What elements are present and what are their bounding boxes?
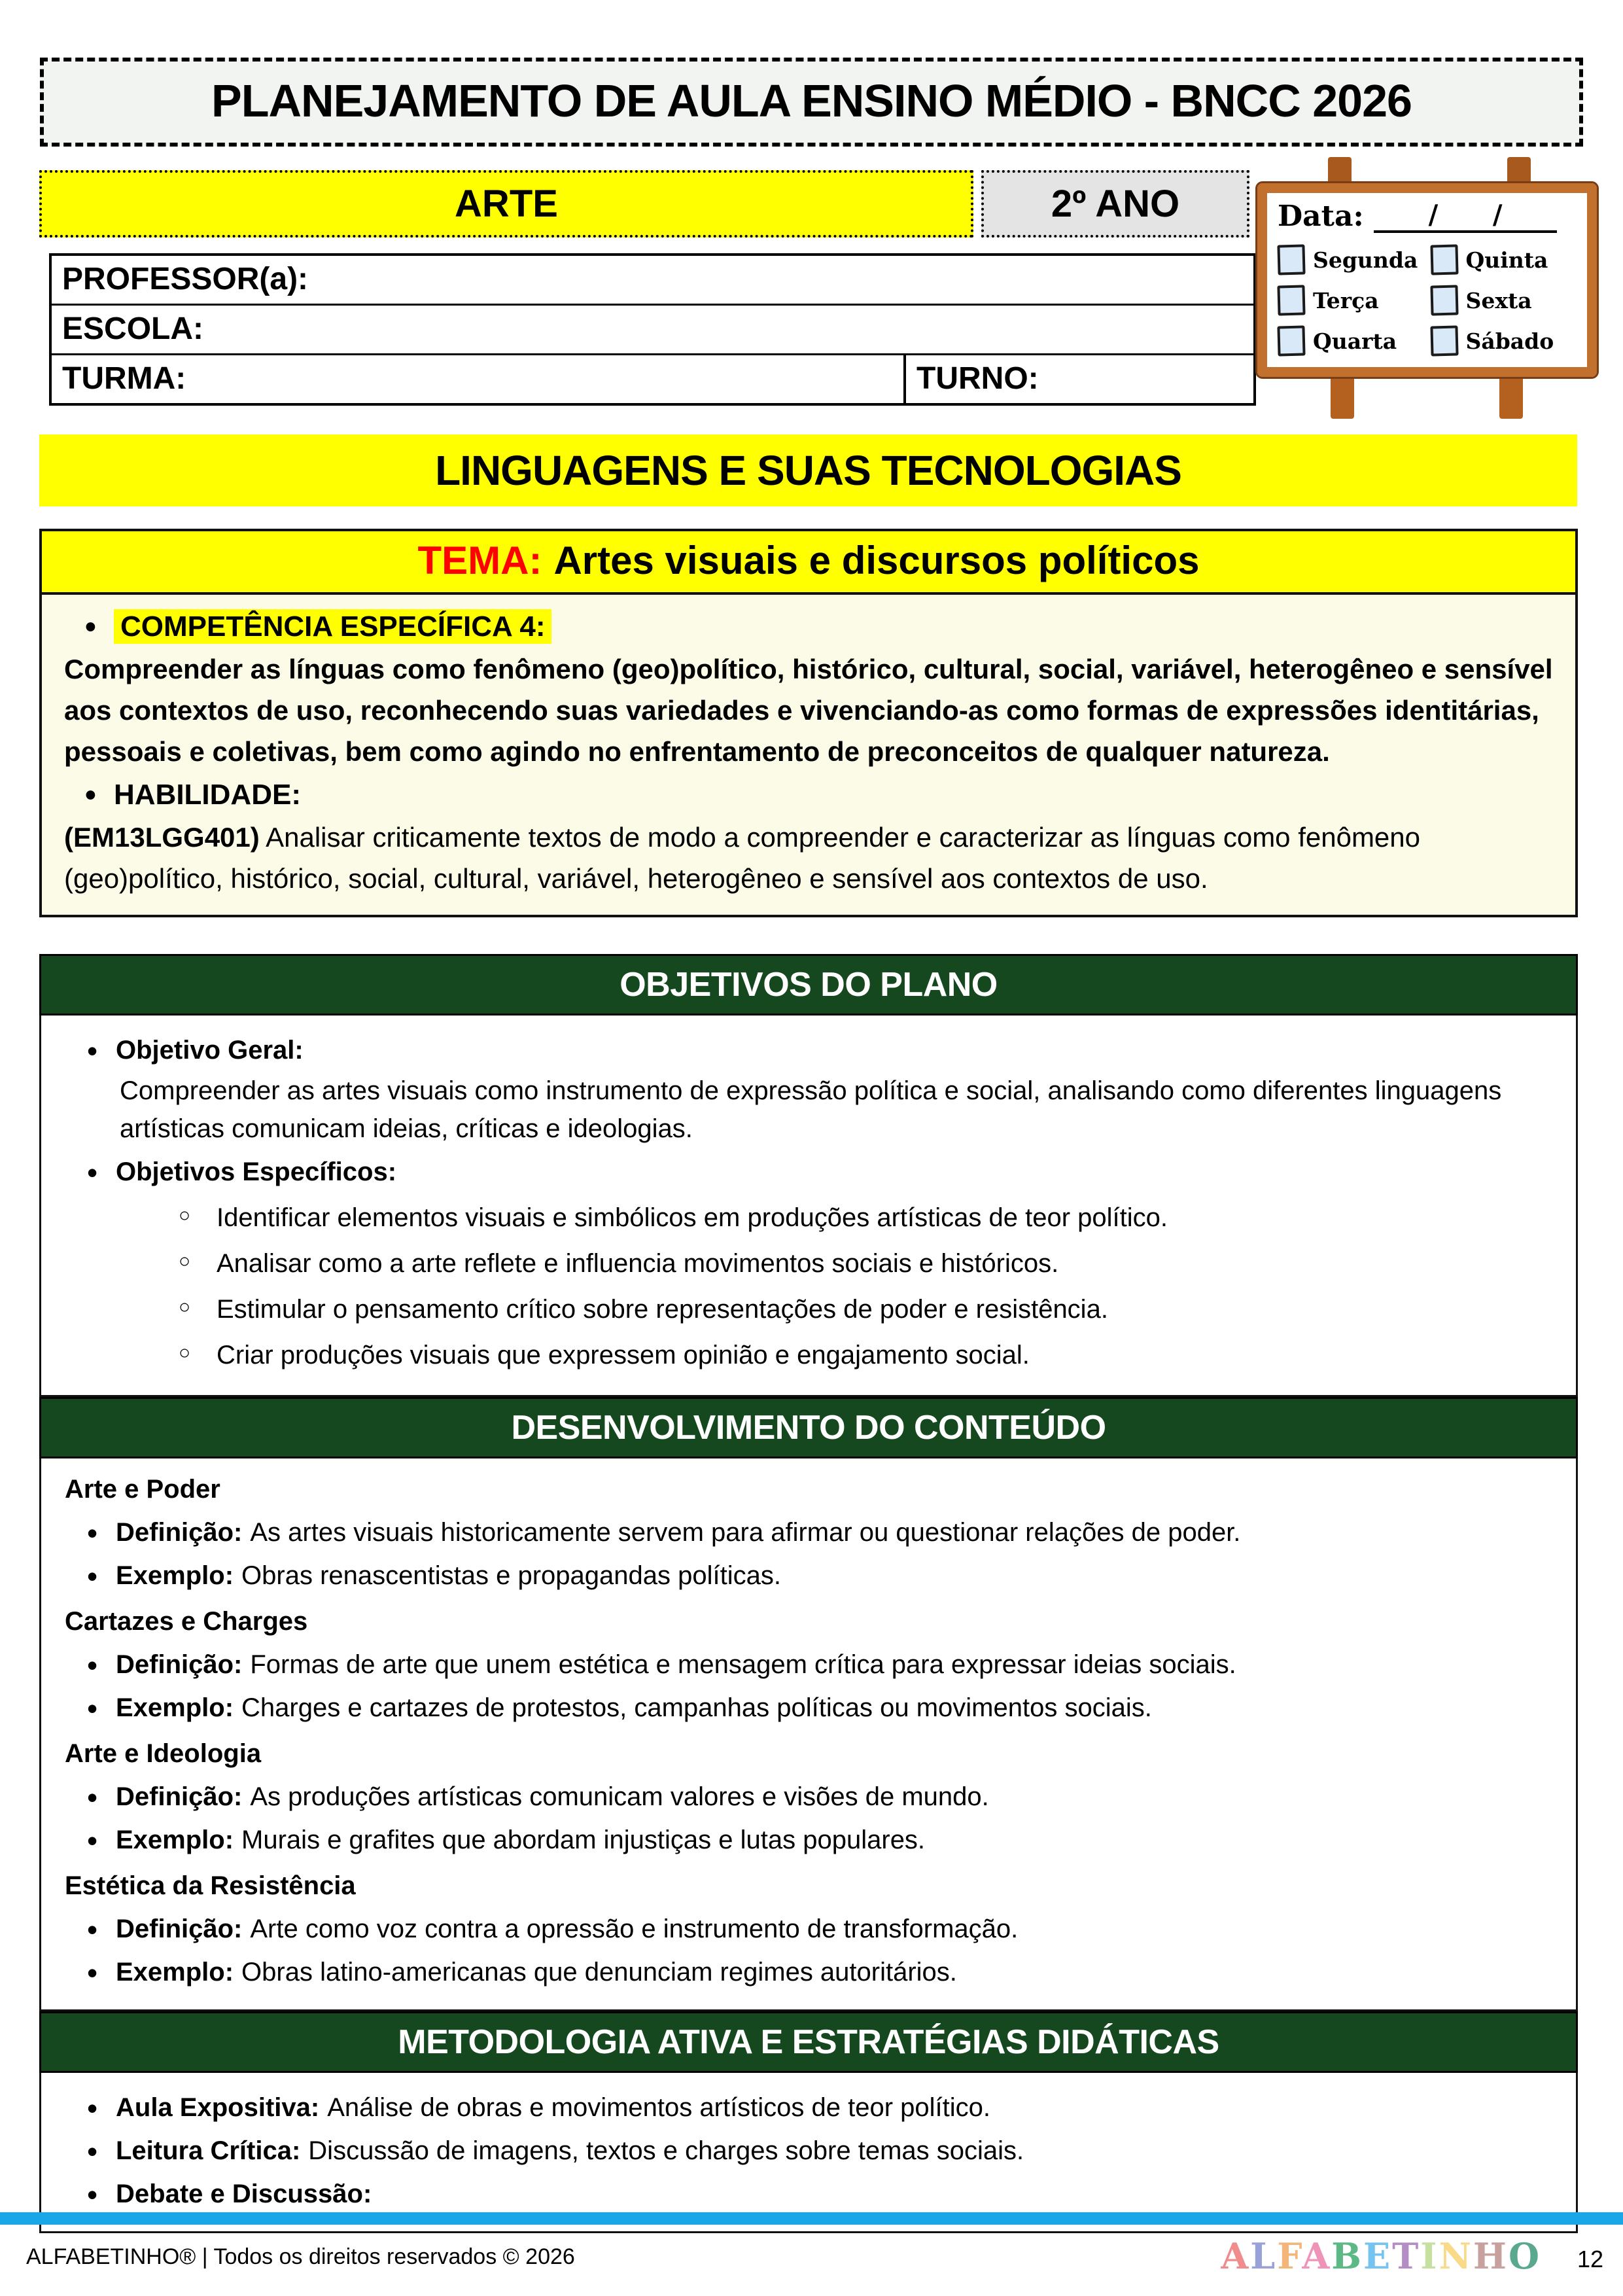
date-easel-board (1257, 157, 1601, 422)
objetivos-especificos: • Objetivos Específicos: (116, 1153, 1552, 1191)
weekday-item: Segunda (1278, 245, 1425, 275)
group-list (65, 1646, 1552, 1727)
date-field[interactable] (1278, 200, 1578, 233)
weekday-item: Quinta (1431, 245, 1579, 275)
professor-field[interactable]: PROFESSOR(a): (62, 262, 309, 296)
weekday-item: Sexta (1431, 285, 1579, 315)
group-list (65, 1910, 1552, 1991)
list-item: • Debate e Discussão: (116, 2175, 1552, 2213)
date-label: Data: (1278, 200, 1364, 233)
page-number: 12 (1577, 2246, 1603, 2272)
list-item: ○ Criar produções visuais que expressem opinião e engajamento social. (217, 1336, 1552, 1374)
checkbox-segunda[interactable] (1277, 244, 1305, 275)
habilidade-text: (EM13LGG401) Analisar criticamente textos de modo a compreender e caracterizar as línguas como fenômeno (geo)político, histórico, social, cultural, variável, heterogêneo e sensível aos contextos de uso. (64, 822, 1421, 894)
list-item: • Exemplo: Obras latino-americanas que denunciam regimes autoritários. (116, 1953, 1552, 1991)
knowledge-area-banner: LINGUAGENS E SUAS TECNOLOGIAS (39, 434, 1577, 506)
group-title: Cartazes e Charges (65, 1607, 308, 1636)
metodologia-list (65, 2089, 1552, 2213)
weekday-item: Quarta (1278, 326, 1425, 356)
tema-label: TEMA: (417, 539, 542, 582)
objetivos-content (39, 1016, 1578, 1397)
objetivo-geral-text: Compreender as artes visuais como instrumento de expressão política e social, analisando como diferentes linguagens artísticas comunicam ideias, críticas e ideologias. (120, 1076, 1502, 1143)
objetivos-list (65, 1031, 1552, 1191)
objetivo-geral: • Objetivo Geral: Compreender as artes visuais como instrumento de expressão política e social, analisando como diferentes linguagens artísticas comunicam ideias, críticas e ideologias. (116, 1031, 1552, 1148)
alfabetinho-logo: ALFABETINHO (1221, 2235, 1541, 2277)
copyright-text: ALFABETINHO® | Todos os direitos reservados © 2026 (26, 2244, 575, 2269)
group-list (65, 1778, 1552, 1859)
tema-value: Artes visuais e discursos políticos (553, 539, 1200, 582)
competencia-text: Compreender as línguas como fenômeno (geo)político, histórico, cultural, social, variável, heterogêneo e sensível aos contextos de uso, reconhecendo suas variedades e vivenciando-as como formas de expressões identitárias, pessoais e coletivas, bem como agindo no enfrentamento de preconceitos de qualquer natureza. (64, 654, 1553, 767)
date-blank-line[interactable]: / / (1374, 200, 1557, 233)
list-item: • Definição: As artes visuais historicamente servem para afirmar ou questionar relações de poder. (116, 1513, 1552, 1551)
list-item: ○ Identificar elementos visuais e simbólicos em produções artísticas de teor político. (217, 1199, 1552, 1237)
group-title: Estética da Resistência (65, 1871, 356, 1900)
list-item: • Leitura Crítica: Discussão de imagens, textos e charges sobre temas sociais. (116, 2132, 1552, 2170)
turno-field[interactable]: TURNO: (903, 355, 1253, 403)
easel-board-face (1257, 183, 1597, 377)
checkbox-sabado[interactable] (1430, 325, 1458, 356)
checkbox-quinta[interactable] (1430, 244, 1458, 275)
list-item: • Definição: Formas de arte que unem estética e mensagem crítica para expressar ideias sociais. (116, 1646, 1552, 1684)
section-header-metodologia: METODOLOGIA ATIVA E ESTRATÉGIAS DIDÁTICAS (39, 2011, 1578, 2073)
turma-turno-row (52, 353, 1253, 403)
checkbox-sexta[interactable] (1430, 285, 1458, 315)
weekday-item: Terça (1278, 285, 1425, 315)
checkbox-terca[interactable] (1277, 285, 1305, 315)
subject-name: ARTE (39, 170, 973, 238)
habilidade-code: (EM13LGG401) (64, 822, 260, 853)
list-item: ○ Estimular o pensamento crítico sobre representações de poder e resistência. (217, 1290, 1552, 1328)
habilidade-title: • HABILIDADE: (114, 779, 1553, 811)
metodologia-content (39, 2073, 1578, 2233)
weekday-item: Sábado (1431, 326, 1579, 356)
list-item: ○ Analisar como a arte reflete e influencia movimentos sociais e históricos. (217, 1245, 1552, 1282)
group-list (65, 1513, 1552, 1595)
list-item: • Aula Expositiva: Análise de obras e movimentos artísticos de teor político. (116, 2089, 1552, 2127)
list-item: • Exemplo: Obras renascentistas e propagandas políticas. (116, 1557, 1552, 1595)
section-header-objetivos: OBJETIVOS DO PLANO (39, 954, 1578, 1016)
turma-field[interactable]: TURMA: (62, 361, 186, 396)
tema-banner (39, 529, 1578, 595)
subject-row (39, 170, 1249, 238)
grade-year: 2º ANO (981, 170, 1249, 238)
group-title: Arte e Poder (65, 1475, 220, 1504)
list-item: • Exemplo: Murais e grafites que abordam injustiças e lutas populares. (116, 1821, 1552, 1859)
list-item: • Exemplo: Charges e cartazes de protestos, campanhas políticas ou movimentos sociais. (116, 1689, 1552, 1727)
objetivos-especificos-list (65, 1199, 1552, 1374)
group-title: Arte e Ideologia (65, 1739, 262, 1768)
escola-field[interactable]: ESCOLA: (52, 304, 1253, 353)
section-header-desenvolvimento: DESENVOLVIMENTO DO CONTEÚDO (39, 1397, 1578, 1458)
info-table (49, 253, 1256, 406)
page-title: PLANEJAMENTO DE AULA ENSINO MÉDIO - BNCC 2026 (40, 58, 1583, 147)
footer-divider-bar (0, 2212, 1623, 2225)
list-item: • Definição: As produções artísticas comunicam valores e visões de mundo. (116, 1778, 1552, 1816)
desenvolvimento-content (39, 1458, 1578, 2011)
competencia-section (39, 595, 1578, 917)
checkbox-quarta[interactable] (1277, 325, 1305, 356)
competencia-title: • COMPETÊNCIA ESPECÍFICA 4: (114, 610, 1553, 643)
weekday-checklist (1278, 245, 1578, 356)
list-item: • Definição: Arte como voz contra a opressão e instrumento de transformação. (116, 1910, 1552, 1948)
